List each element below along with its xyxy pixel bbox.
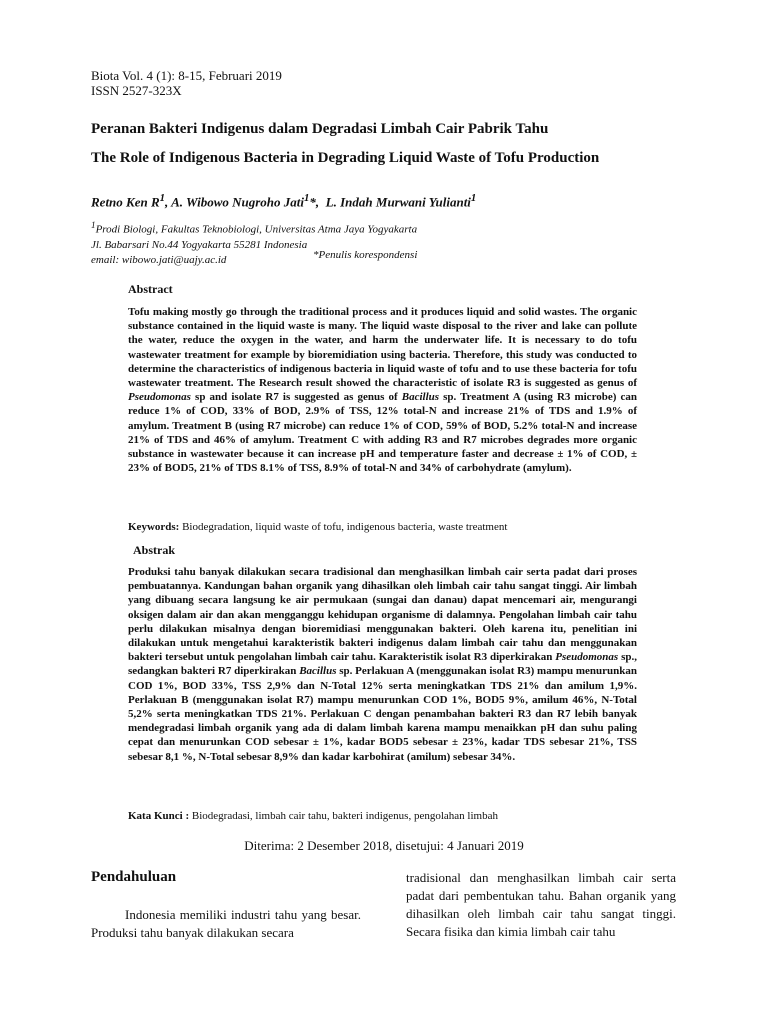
keywords-text: Biodegradation, liquid waste of tofu, indigenous bacteria, waste treatment — [179, 521, 508, 533]
abstrak-part-3: sp. Perlakuan A (menggunakan isolat R3) mampu menurunkan COD 1%, BOD 33%, TSS 2,9% dan N-Total 12% serta meningkatkan TDS 21% dan amilum 1,9%. Perlakuan B (menggunakan isolat R7) mampu menurunkan COD 1%, BOD5 9%, amilum 46%, N-Total 5,2% serta meningkatkan TDS 21%. Perlakuan C dengan penambahan bakteri R3 dan R7 lebih banyak mendegradasi limbah organik yang ada di dalam limbah karena mampu menaikkan pH dan suhu paling cepat dan menurunkan COD sebesar ± 1%, kadar BOD5 sebesar ± 23%, kadar TDS sebesar 21%, TSS sebesar 8,1 %, N-Total sebesar 8,9% dan kadar karbohirat (amilum) sebesar 34%. — [128, 665, 637, 763]
title-indonesian: Peranan Bakteri Indigenus dalam Degradasi Limbah Cair Pabrik Tahu — [91, 121, 549, 137]
abstrak-genus-2: Bacillus — [299, 665, 337, 678]
affiliation-line-1: Prodi Biologi, Fakultas Teknobiologi, Universitas Atma Jaya Yogyakarta — [95, 223, 418, 236]
abstrak-heading: Abstrak — [133, 543, 176, 557]
keywords-label: Keywords: — [128, 521, 180, 533]
author-2-corresponding-mark: *, — [309, 194, 320, 210]
affiliation-line-2: Jl. Babarsari No.44 Yogyakarta 55281 Indonesia — [91, 238, 308, 251]
abstrak-part-2: sp., sedangkan bakteri R7 diperkirakan — [128, 651, 637, 678]
author-2-affil: 1 — [304, 192, 310, 204]
author-2: , A. Wibowo Nugroho Jati — [165, 194, 304, 210]
abstract-part-2: sp and isolate R7 is suggested as genus of — [190, 391, 402, 404]
title-english: The Role of Indigenous Bacteria in Degrading Liquid Waste of Tofu Production — [91, 150, 600, 166]
abstract-text — [128, 305, 637, 475]
affiliation-block — [91, 218, 417, 268]
kata-kunci — [128, 810, 498, 822]
author-1: Retno Ken R — [91, 194, 160, 210]
abstract-genus-1: Pseudomonas — [128, 391, 191, 404]
author-3: L. Indah Murwani Yulianti — [319, 194, 471, 210]
kata-kunci-text: Biodegradasi, limbah cair tahu, bakteri indigenus, pengolahan limbah — [189, 810, 498, 822]
abstrak-part-1: Produksi tahu banyak dilakukan secara tradisional dan menghasilkan limbah cair serta padat dari proses pembuatannya. Kandungan bahan organik yang dihasilkan oleh limbah cair tahu sangat tinggi. Air limbah yang dibuang secara langsung ke air permukaan (sungai dan danau) dapat mencemari air, mengurangi oksigen dalam air dan akan mengganggu kehidupan organisme di dalamnya. Pengolahan limbah cair tahu perlu dilakukan misalnya dengan bioremidiasi menggunakan bakteri. Oleh karena itu, penelitian ini dilakukan untuk mengetahui karakteristik bakteri indigenus dalam limbah cair tahu dan menggunakan bakteri tersebut untuk pengolahan limbah cair tahu. Karakteristik isolat R3 diperkirakan — [128, 566, 637, 664]
section-heading-pendahuluan: Pendahuluan — [91, 869, 177, 885]
received-date: Diterima: 2 Desember 2018, disetujui: 4 Januari 2019 — [244, 838, 524, 853]
abstract-part-1: Tofu making mostly go through the traditional process and it produces liquid and solid wastes. The organic substance contained in the liquid waste is many. The liquid waste disposal to the river and lake can pollute the water, reduce the oxygen in the water, and harm the underwater life. It is necessary to do tofu wastewater treatment for example by bioremidiation using bacteria. Therefore, this study was conducted to determine the characteristics of indigenous bacteria in liquid waste of tofu and to use these bacteria for tofu wastewater treatment. The Research result showed the characteristic of isolate R3 is suggested as genus of — [128, 306, 637, 390]
abstract-heading: Abstract — [128, 282, 173, 296]
journal-citation: Biota Vol. 4 (1): 8-15, Februari 2019 — [91, 68, 282, 83]
author-3-affil: 1 — [470, 192, 477, 204]
abstract-genus-2: Bacillus — [401, 391, 440, 404]
intro-right-column: tradisional dan menghasilkan limbah cair serta padat dari pembentukan tahu. Bahan organik yang dihasilkan oleh limbah cair tahu sangat tinggi. Secara fisika dan kimia limbah cair tahu — [406, 870, 676, 939]
kata-kunci-label: Kata Kunci : — [128, 810, 190, 822]
keywords — [128, 521, 507, 533]
abstrak-text — [128, 565, 637, 764]
intro-left-column: Indonesia memiliki industri tahu yang besar. Produksi tahu banyak dilakukan secara — [91, 907, 361, 940]
abstrak-genus-1: Pseudomonas — [555, 651, 619, 664]
abstract-part-3: sp. Treatment A (using R3 microbe) can reduce 1% of COD, 33% of BOD, 2.9% of TSS, 12% total-N and increase 21% of TDS and 1.9% of amylum. Treatment B (using R7 microbe) can reduce 1% of COD, 59% of BOD, 5.2% total-N and increase 21% of TDS and 46% of amylum. Treatment C with adding R3 and R7 microbes degrades more organic substance in wastewater because it can increase pH and temperature faster and decrease ± 1% of COD, ± 23% of BOD5, 21% of TDS 8.1% of TSS, 8.9% of total-N and 34% of carbohydrate (amylum). — [128, 391, 637, 475]
corresponding-note: *Penulis korespondensi — [313, 249, 418, 261]
author-1-affil: 1 — [159, 192, 166, 204]
affiliation-email: email: wibowo.jati@uajy.ac.id — [91, 253, 227, 266]
affiliation-number: 1 — [91, 220, 96, 230]
author-list — [91, 192, 476, 210]
journal-issn: ISSN 2527-323X — [91, 83, 182, 98]
journal-header — [91, 68, 282, 98]
